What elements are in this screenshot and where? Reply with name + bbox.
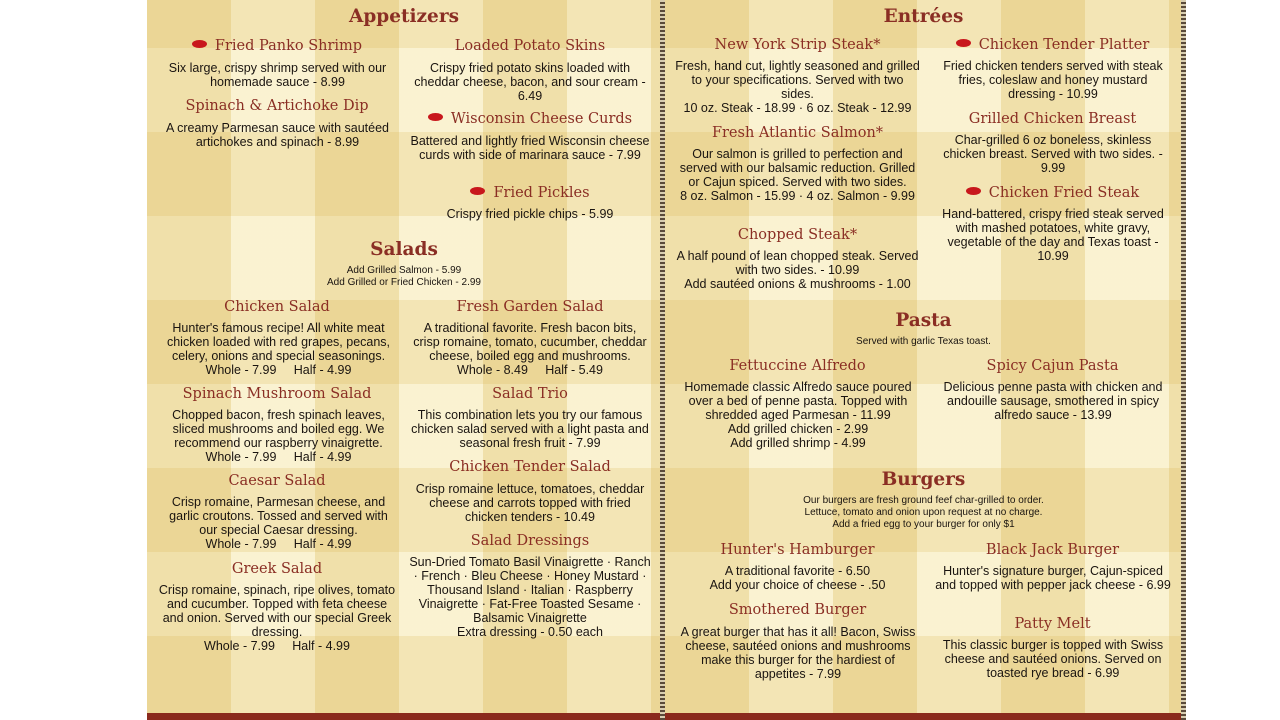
item-price: Whole - 7.99 Half - 4.99 xyxy=(205,537,352,551)
burgers-note: Lettuce, tomato and onion upon request at no charge. xyxy=(804,507,1043,518)
burgers-note: Add a fried egg to your burger for only $1 xyxy=(832,519,1015,530)
item-name: Smothered Burger xyxy=(728,602,867,618)
item-description: Hunter's signature burger, Cajun-spiced and topped with pepper jack cheese - 6.99 xyxy=(935,564,1171,592)
burgers-note: Our burgers are fresh ground feef char-grilled to order. xyxy=(803,495,1044,506)
appetizers-heading: Appetizers xyxy=(348,6,459,27)
item-name: Chicken Salad xyxy=(224,299,330,315)
item-description: Sun-Dried Tomato Basil Vinaigrette · Ranch · French · Bleu Cheese · Honey Mustard · Thousand Island · Italian · Raspberry Vinaigrette · Fat-Free Toasted Sesame · Balsamic Vinaigrette Extra dressing - 0.50 each xyxy=(409,555,651,639)
item-description: Hunter's famous recipe! All white meat chicken loaded with red grapes, pecans, celery, onions and special seasonings. Whole - 7.99 Half - 4.99 xyxy=(161,321,396,377)
item-name: Chicken Tender Salad xyxy=(449,459,611,475)
item-name: Chopped Steak* xyxy=(737,227,858,243)
item-name: New York Strip Steak* xyxy=(714,37,881,53)
item-price: Add sautéed onions & mushrooms - 1.00 xyxy=(684,277,911,291)
entrees-heading: Entrées xyxy=(883,6,964,27)
item-description: Six large, crispy shrimp served with our homemade sauce - 8.99 xyxy=(168,61,387,89)
red-pepper-icon xyxy=(192,40,207,48)
page-edge xyxy=(1181,0,1186,720)
item-name: Salad Dressings xyxy=(470,533,590,549)
item-description: Crisp romaine lettuce, tomatoes, cheddar cheese and carrots topped with fried chicken tenders - 10.49 xyxy=(415,482,645,524)
item-name: Fresh Garden Salad xyxy=(456,299,604,315)
item-name: Chicken Fried Steak xyxy=(930,184,1175,202)
red-pepper-icon xyxy=(470,187,485,195)
red-pepper-icon xyxy=(966,187,981,195)
item-name: Spinach Mushroom Salad xyxy=(182,386,372,402)
item-name: Chicken Tender Platter xyxy=(930,36,1175,54)
pasta-heading: Pasta xyxy=(895,310,952,331)
item-name: Wisconsin Cheese Curds xyxy=(409,110,651,128)
menu-page-right xyxy=(665,0,1182,720)
item-price: Extra dressing - 0.50 each xyxy=(457,625,603,639)
item-name: Black Jack Burger xyxy=(985,542,1120,558)
item-price: Whole - 8.49 Half - 5.49 xyxy=(457,363,603,377)
item-description: A great burger that has it all! Bacon, Swiss cheese, sautéed onions and mushrooms make this burger for the hardiest of appetites - 7.99 xyxy=(680,625,916,681)
item-description: Chopped bacon, fresh spinach leaves, sliced mushrooms and boiled egg. We recommend our raspberry vinaigrette. Whole - 7.99 Half - 4.99 xyxy=(161,408,396,464)
item-price: Whole - 7.99 Half - 4.99 xyxy=(205,450,352,464)
item-price: Whole - 7.99 Half - 4.99 xyxy=(205,363,352,377)
item-name: Spicy Cajun Pasta xyxy=(986,358,1119,374)
salads-heading: Salads xyxy=(370,239,438,260)
item-price: 8 oz. Salmon - 15.99 · 4 oz. Salmon - 9.99 xyxy=(680,189,915,203)
salads-note: Add Grilled or Fried Chicken - 2.99 xyxy=(327,277,481,288)
item-description: Crisp romaine, Parmesan cheese, and garlic croutons. Tossed and served with our special Caesar dressing. Whole - 7.99 Half - 4.99 xyxy=(161,495,396,551)
item-description: Our salmon is grilled to perfection and served with our balsamic reduction. Grilled or Cajun spiced. Served with two sides. 8 oz. Salmon - 15.99 · 4 oz. Salmon - 9.99 xyxy=(675,147,920,203)
pasta-addon: Add grilled shrimp - 4.99 xyxy=(730,436,866,450)
item-name: Grilled Chicken Breast xyxy=(968,111,1137,127)
menu-page-left xyxy=(147,0,661,720)
item-price: Add your choice of cheese - .50 xyxy=(709,578,886,592)
item-description: A traditional favorite - 6.50 Add your choice of cheese - .50 xyxy=(675,564,920,592)
item-description: Fresh, hand cut, lightly seasoned and grilled to your specifications. Served with two sides. 10 oz. Steak - 18.99 · 6 oz. Steak - 12.99 xyxy=(675,59,920,115)
item-description: A traditional favorite. Fresh bacon bits, crisp romaine, tomato, cucumber, cheddar cheese, boiled egg and mushrooms. Whole - 8.49 Half - 5.49 xyxy=(409,321,651,377)
item-description: Homemade classic Alfredo sauce poured over a bed of penne pasta. Topped with shredded aged Parmesan - 11.99 Add grilled chicken - 2.99 Add grilled shrimp - 4.99 xyxy=(679,380,917,450)
item-description: Battered and lightly fried Wisconsin cheese curds with side of marinara sauce - 7.99 xyxy=(410,134,650,162)
item-description: Hand-battered, crispy fried steak served with mashed potatoes, white gravy, vegetable of the day and Texas toast - 10.99 xyxy=(942,207,1164,263)
item-name: Fresh Atlantic Salmon* xyxy=(711,125,884,141)
item-description: Crisp romaine, spinach, ripe olives, tomato and cucumber. Topped with feta cheese and onion. Served with our special Greek dressing. Whole - 7.99 Half - 4.99 xyxy=(158,583,396,653)
item-name: Salad Trio xyxy=(492,386,568,402)
item-name: Caesar Salad xyxy=(228,473,326,489)
item-description: Crispy fried pickle chips - 5.99 xyxy=(446,207,614,221)
item-name: Patty Melt xyxy=(1014,616,1091,632)
item-name: Fried Pickles xyxy=(409,184,651,202)
burgers-heading: Burgers xyxy=(881,469,966,490)
red-pepper-icon xyxy=(428,113,443,121)
item-name: Spinach & Artichoke Dip xyxy=(185,98,369,114)
item-description: A creamy Parmesan sauce with sautéed artichokes and spinach - 8.99 xyxy=(165,121,390,149)
item-description: Fried chicken tenders served with steak fries, coleslaw and honey mustard dressing - 10.99 xyxy=(943,59,1163,101)
item-name: Loaded Potato Skins xyxy=(454,38,606,54)
item-description: Delicious penne pasta with chicken and andouille sausage, smothered in spicy alfredo sauce - 13.99 xyxy=(943,380,1163,422)
red-pepper-icon xyxy=(956,39,971,47)
item-description: A half pound of lean chopped steak. Served with two sides. - 10.99 Add sautéed onions & mushrooms - 1.00 xyxy=(676,249,919,291)
pasta-addon: Add grilled chicken - 2.99 xyxy=(727,422,869,436)
item-name: Hunter's Hamburger xyxy=(720,542,875,558)
item-price: Whole - 7.99 Half - 4.99 xyxy=(204,639,350,653)
bottom-border xyxy=(665,713,1182,720)
salads-note: Add Grilled Salmon - 5.99 xyxy=(346,265,462,276)
item-name: Fried Panko Shrimp xyxy=(167,37,387,55)
pasta-note: Served with garlic Texas toast. xyxy=(856,336,991,347)
item-name: Fettuccine Alfredo xyxy=(729,358,866,374)
item-price: 10 oz. Steak - 18.99 · 6 oz. Steak - 12.99 xyxy=(683,101,912,115)
item-description: Char-grilled 6 oz boneless, skinless chicken breast. Served with two sides. - 9.99 xyxy=(943,133,1163,175)
bottom-border xyxy=(147,713,661,720)
item-description: This combination lets you try our famous chicken salad served with a light pasta and seasonal fresh fruit - 7.99 xyxy=(411,408,649,450)
item-description: This classic burger is topped with Swiss cheese and sautéed onions. Served on toasted rye bread - 6.99 xyxy=(942,638,1164,680)
item-name: Greek Salad xyxy=(231,561,323,577)
item-description: Crispy fried potato skins loaded with cheddar cheese, bacon, and sour cream - 6.49 xyxy=(414,61,646,103)
